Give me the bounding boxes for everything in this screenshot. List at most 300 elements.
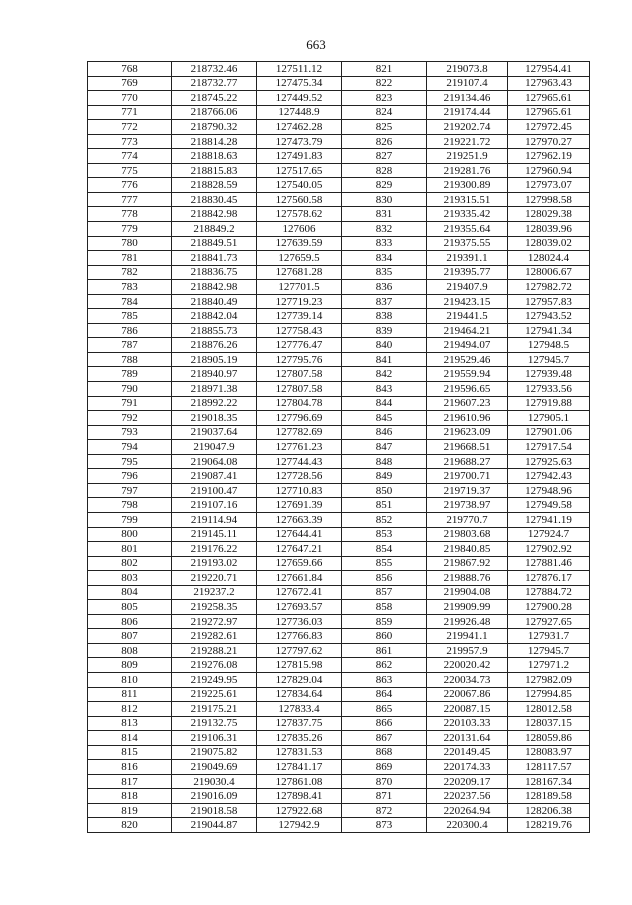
table-row: [88, 789, 590, 804]
point-number-cell: 792: [88, 411, 172, 426]
table-row: [88, 396, 590, 411]
point-number-cell: 815: [88, 745, 172, 760]
x-coordinate-cell: 220300.4: [427, 818, 508, 833]
point-number-cell: 802: [88, 556, 172, 571]
x-coordinate-cell: 218905.19: [172, 352, 257, 367]
y-coordinate-cell: 127693.57: [257, 600, 342, 615]
point-number-cell: 800: [88, 527, 172, 542]
y-coordinate-cell: 127739.14: [257, 309, 342, 324]
point-number-cell: 781: [88, 251, 172, 266]
x-coordinate-cell: 219610.96: [427, 411, 508, 426]
x-coordinate-cell: 218732.46: [172, 62, 257, 77]
x-coordinate-cell: 219464.21: [427, 323, 508, 338]
point-number-cell: 785: [88, 309, 172, 324]
y-coordinate-cell: 127998.58: [508, 192, 590, 207]
x-coordinate-cell: 218790.32: [172, 120, 257, 135]
point-number-cell: 835: [342, 265, 427, 280]
y-coordinate-cell: 127942.9: [257, 818, 342, 833]
x-coordinate-cell: 220237.56: [427, 789, 508, 804]
x-coordinate-cell: 219335.42: [427, 207, 508, 222]
point-number-cell: 846: [342, 425, 427, 440]
point-number-cell: 788: [88, 352, 172, 367]
point-number-cell: 789: [88, 367, 172, 382]
y-coordinate-cell: 127835.26: [257, 731, 342, 746]
y-coordinate-cell: 127841.17: [257, 760, 342, 775]
x-coordinate-cell: 218815.83: [172, 163, 257, 178]
point-number-cell: 820: [88, 818, 172, 833]
point-number-cell: 801: [88, 542, 172, 557]
y-coordinate-cell: 127736.03: [257, 614, 342, 629]
x-coordinate-cell: 219106.31: [172, 731, 257, 746]
x-coordinate-cell: 220149.45: [427, 745, 508, 760]
x-coordinate-cell: 219220.71: [172, 571, 257, 586]
x-coordinate-cell: 219249.95: [172, 672, 257, 687]
point-number-cell: 787: [88, 338, 172, 353]
point-number-cell: 786: [88, 323, 172, 338]
table-row: [88, 120, 590, 135]
x-coordinate-cell: 219770.7: [427, 512, 508, 527]
y-coordinate-cell: 127796.69: [257, 411, 342, 426]
point-number-cell: 858: [342, 600, 427, 615]
x-coordinate-cell: 219668.51: [427, 440, 508, 455]
x-coordinate-cell: 218855.73: [172, 323, 257, 338]
point-number-cell: 828: [342, 163, 427, 178]
point-number-cell: 777: [88, 192, 172, 207]
point-number-cell: 823: [342, 91, 427, 106]
y-coordinate-cell: 127797.62: [257, 643, 342, 658]
table-row: [88, 178, 590, 193]
y-coordinate-cell: 127972.45: [508, 120, 590, 135]
x-coordinate-cell: 219909.99: [427, 600, 508, 615]
y-coordinate-cell: 127701.5: [257, 280, 342, 295]
y-coordinate-cell: 127475.34: [257, 76, 342, 91]
x-coordinate-cell: 220087.15: [427, 702, 508, 717]
x-coordinate-cell: 219258.35: [172, 600, 257, 615]
x-coordinate-cell: 219018.35: [172, 411, 257, 426]
x-coordinate-cell: 219037.64: [172, 425, 257, 440]
y-coordinate-cell: 127982.72: [508, 280, 590, 295]
x-coordinate-cell: 219107.16: [172, 498, 257, 513]
x-coordinate-cell: 218842.98: [172, 280, 257, 295]
y-coordinate-cell: 127758.43: [257, 323, 342, 338]
x-coordinate-cell: 218818.63: [172, 149, 257, 164]
x-coordinate-cell: 219202.74: [427, 120, 508, 135]
point-number-cell: 819: [88, 803, 172, 818]
x-coordinate-cell: 218992.22: [172, 396, 257, 411]
point-number-cell: 799: [88, 512, 172, 527]
point-number-cell: 776: [88, 178, 172, 193]
point-number-cell: 812: [88, 702, 172, 717]
point-number-cell: 772: [88, 120, 172, 135]
x-coordinate-cell: 218841.73: [172, 251, 257, 266]
point-number-cell: 867: [342, 731, 427, 746]
point-number-cell: 837: [342, 294, 427, 309]
table-row: [88, 469, 590, 484]
point-number-cell: 853: [342, 527, 427, 542]
y-coordinate-cell: 127939.48: [508, 367, 590, 382]
table-row: [88, 62, 590, 77]
x-coordinate-cell: 219075.82: [172, 745, 257, 760]
point-number-cell: 783: [88, 280, 172, 295]
x-coordinate-cell: 218840.49: [172, 294, 257, 309]
y-coordinate-cell: 127933.56: [508, 382, 590, 397]
point-number-cell: 838: [342, 309, 427, 324]
point-number-cell: 804: [88, 585, 172, 600]
point-number-cell: 843: [342, 382, 427, 397]
y-coordinate-cell: 127659.5: [257, 251, 342, 266]
table-row: [88, 163, 590, 178]
y-coordinate-cell: 127943.52: [508, 309, 590, 324]
x-coordinate-cell: 219529.46: [427, 352, 508, 367]
y-coordinate-cell: 127900.28: [508, 600, 590, 615]
table-row: [88, 367, 590, 382]
y-coordinate-cell: 128029.38: [508, 207, 590, 222]
y-coordinate-cell: 127807.58: [257, 367, 342, 382]
y-coordinate-cell: 127941.34: [508, 323, 590, 338]
x-coordinate-cell: 220131.64: [427, 731, 508, 746]
point-number-cell: 872: [342, 803, 427, 818]
table-row: [88, 294, 590, 309]
y-coordinate-cell: 127782.69: [257, 425, 342, 440]
x-coordinate-cell: 219016.09: [172, 789, 257, 804]
point-number-cell: 803: [88, 571, 172, 586]
point-number-cell: 810: [88, 672, 172, 687]
y-coordinate-cell: 127804.78: [257, 396, 342, 411]
point-number-cell: 780: [88, 236, 172, 251]
x-coordinate-cell: 218842.98: [172, 207, 257, 222]
point-number-cell: 791: [88, 396, 172, 411]
x-coordinate-cell: 219607.23: [427, 396, 508, 411]
x-coordinate-cell: 219375.55: [427, 236, 508, 251]
point-number-cell: 873: [342, 818, 427, 833]
x-coordinate-cell: 219300.89: [427, 178, 508, 193]
x-coordinate-cell: 219073.8: [427, 62, 508, 77]
table-row: [88, 687, 590, 702]
point-number-cell: 821: [342, 62, 427, 77]
y-coordinate-cell: 127948.5: [508, 338, 590, 353]
point-number-cell: 839: [342, 323, 427, 338]
table-row: [88, 643, 590, 658]
y-coordinate-cell: 127971.2: [508, 658, 590, 673]
x-coordinate-cell: 218828.59: [172, 178, 257, 193]
y-coordinate-cell: 127970.27: [508, 134, 590, 149]
point-number-cell: 806: [88, 614, 172, 629]
y-coordinate-cell: 127861.08: [257, 774, 342, 789]
table-row: [88, 731, 590, 746]
table-row: [88, 425, 590, 440]
point-number-cell: 848: [342, 454, 427, 469]
point-number-cell: 805: [88, 600, 172, 615]
table-row: [88, 672, 590, 687]
x-coordinate-cell: 219176.22: [172, 542, 257, 557]
x-coordinate-cell: 219441.5: [427, 309, 508, 324]
y-coordinate-cell: 127960.94: [508, 163, 590, 178]
y-coordinate-cell: 127941.19: [508, 512, 590, 527]
point-number-cell: 826: [342, 134, 427, 149]
y-coordinate-cell: 127449.52: [257, 91, 342, 106]
table-row: [88, 134, 590, 149]
x-coordinate-cell: 219282.61: [172, 629, 257, 644]
table-row: [88, 658, 590, 673]
x-coordinate-cell: 220034.73: [427, 672, 508, 687]
point-number-cell: 796: [88, 469, 172, 484]
y-coordinate-cell: 128117.57: [508, 760, 590, 775]
x-coordinate-cell: 219559.94: [427, 367, 508, 382]
y-coordinate-cell: 127659.66: [257, 556, 342, 571]
x-coordinate-cell: 219355.64: [427, 222, 508, 237]
y-coordinate-cell: 127924.7: [508, 527, 590, 542]
point-number-cell: 768: [88, 62, 172, 77]
point-number-cell: 769: [88, 76, 172, 91]
x-coordinate-cell: 219719.37: [427, 483, 508, 498]
x-coordinate-cell: 219044.87: [172, 818, 257, 833]
y-coordinate-cell: 127954.41: [508, 62, 590, 77]
x-coordinate-cell: 218745.22: [172, 91, 257, 106]
x-coordinate-cell: 219134.46: [427, 91, 508, 106]
point-number-cell: 822: [342, 76, 427, 91]
point-number-cell: 850: [342, 483, 427, 498]
y-coordinate-cell: 127766.83: [257, 629, 342, 644]
point-number-cell: 793: [88, 425, 172, 440]
point-number-cell: 866: [342, 716, 427, 731]
y-coordinate-cell: 127833.4: [257, 702, 342, 717]
x-coordinate-cell: 218849.2: [172, 222, 257, 237]
point-number-cell: 859: [342, 614, 427, 629]
x-coordinate-cell: 219596.65: [427, 382, 508, 397]
y-coordinate-cell: 127876.17: [508, 571, 590, 586]
y-coordinate-cell: 127462.28: [257, 120, 342, 135]
x-coordinate-cell: 219315.51: [427, 192, 508, 207]
point-number-cell: 869: [342, 760, 427, 775]
y-coordinate-cell: 128189.58: [508, 789, 590, 804]
point-number-cell: 775: [88, 163, 172, 178]
y-coordinate-cell: 127881.46: [508, 556, 590, 571]
x-coordinate-cell: 219018.58: [172, 803, 257, 818]
point-number-cell: 836: [342, 280, 427, 295]
table-row: [88, 571, 590, 586]
y-coordinate-cell: 127927.65: [508, 614, 590, 629]
table-row: [88, 222, 590, 237]
x-coordinate-cell: 220103.33: [427, 716, 508, 731]
x-coordinate-cell: 218830.45: [172, 192, 257, 207]
table-row: [88, 527, 590, 542]
point-number-cell: 871: [342, 789, 427, 804]
x-coordinate-cell: 219064.08: [172, 454, 257, 469]
y-coordinate-cell: 128006.67: [508, 265, 590, 280]
x-coordinate-cell: 220264.94: [427, 803, 508, 818]
point-number-cell: 782: [88, 265, 172, 280]
y-coordinate-cell: 128039.02: [508, 236, 590, 251]
table-row: [88, 309, 590, 324]
table-row: [88, 818, 590, 833]
y-coordinate-cell: 127663.39: [257, 512, 342, 527]
x-coordinate-cell: 219193.02: [172, 556, 257, 571]
point-number-cell: 851: [342, 498, 427, 513]
table-row: [88, 803, 590, 818]
x-coordinate-cell: 219272.97: [172, 614, 257, 629]
coordinates-table: [87, 61, 590, 833]
y-coordinate-cell: 127661.84: [257, 571, 342, 586]
y-coordinate-cell: 128037.15: [508, 716, 590, 731]
x-coordinate-cell: 219132.75: [172, 716, 257, 731]
y-coordinate-cell: 127719.23: [257, 294, 342, 309]
x-coordinate-cell: 218836.75: [172, 265, 257, 280]
point-number-cell: 868: [342, 745, 427, 760]
y-coordinate-cell: 127919.88: [508, 396, 590, 411]
point-number-cell: 817: [88, 774, 172, 789]
x-coordinate-cell: 219957.9: [427, 643, 508, 658]
table-row: [88, 352, 590, 367]
x-coordinate-cell: 219904.08: [427, 585, 508, 600]
y-coordinate-cell: 127560.58: [257, 192, 342, 207]
x-coordinate-cell: 218814.28: [172, 134, 257, 149]
point-number-cell: 862: [342, 658, 427, 673]
point-number-cell: 830: [342, 192, 427, 207]
x-coordinate-cell: 218842.04: [172, 309, 257, 324]
table-row: [88, 629, 590, 644]
table-row: [88, 702, 590, 717]
y-coordinate-cell: 128059.86: [508, 731, 590, 746]
point-number-cell: 779: [88, 222, 172, 237]
table-row: [88, 512, 590, 527]
point-number-cell: 849: [342, 469, 427, 484]
x-coordinate-cell: 219867.92: [427, 556, 508, 571]
point-number-cell: 825: [342, 120, 427, 135]
table-row: [88, 236, 590, 251]
point-number-cell: 773: [88, 134, 172, 149]
point-number-cell: 811: [88, 687, 172, 702]
point-number-cell: 852: [342, 512, 427, 527]
x-coordinate-cell: 219926.48: [427, 614, 508, 629]
y-coordinate-cell: 127931.7: [508, 629, 590, 644]
point-number-cell: 774: [88, 149, 172, 164]
y-coordinate-cell: 127578.62: [257, 207, 342, 222]
table-row: [88, 483, 590, 498]
y-coordinate-cell: 127957.83: [508, 294, 590, 309]
y-coordinate-cell: 127681.28: [257, 265, 342, 280]
y-coordinate-cell: 127606: [257, 222, 342, 237]
x-coordinate-cell: 219423.15: [427, 294, 508, 309]
y-coordinate-cell: 128083.97: [508, 745, 590, 760]
y-coordinate-cell: 127942.43: [508, 469, 590, 484]
point-number-cell: 797: [88, 483, 172, 498]
table-row: [88, 207, 590, 222]
y-coordinate-cell: 127963.43: [508, 76, 590, 91]
table-row: [88, 105, 590, 120]
y-coordinate-cell: 127639.59: [257, 236, 342, 251]
y-coordinate-cell: 127949.58: [508, 498, 590, 513]
table-row: [88, 323, 590, 338]
table-row: [88, 76, 590, 91]
table-row: [88, 498, 590, 513]
table-row: [88, 91, 590, 106]
point-number-cell: 824: [342, 105, 427, 120]
point-number-cell: 856: [342, 571, 427, 586]
x-coordinate-cell: 219047.9: [172, 440, 257, 455]
y-coordinate-cell: 127982.09: [508, 672, 590, 687]
point-number-cell: 860: [342, 629, 427, 644]
y-coordinate-cell: 127925.63: [508, 454, 590, 469]
x-coordinate-cell: 219391.1: [427, 251, 508, 266]
table-row: [88, 149, 590, 164]
x-coordinate-cell: 219941.1: [427, 629, 508, 644]
x-coordinate-cell: 219395.77: [427, 265, 508, 280]
x-coordinate-cell: 219221.72: [427, 134, 508, 149]
point-number-cell: 813: [88, 716, 172, 731]
point-number-cell: 818: [88, 789, 172, 804]
point-number-cell: 771: [88, 105, 172, 120]
y-coordinate-cell: 127905.1: [508, 411, 590, 426]
x-coordinate-cell: 219100.47: [172, 483, 257, 498]
x-coordinate-cell: 219087.41: [172, 469, 257, 484]
y-coordinate-cell: 127837.75: [257, 716, 342, 731]
point-number-cell: 841: [342, 352, 427, 367]
y-coordinate-cell: 127728.56: [257, 469, 342, 484]
y-coordinate-cell: 127491.83: [257, 149, 342, 164]
y-coordinate-cell: 127917.54: [508, 440, 590, 455]
y-coordinate-cell: 127902.92: [508, 542, 590, 557]
y-coordinate-cell: 127965.61: [508, 91, 590, 106]
point-number-cell: 857: [342, 585, 427, 600]
x-coordinate-cell: 219174.44: [427, 105, 508, 120]
y-coordinate-cell: 128206.38: [508, 803, 590, 818]
x-coordinate-cell: 219840.85: [427, 542, 508, 557]
y-coordinate-cell: 127831.53: [257, 745, 342, 760]
y-coordinate-cell: 127540.05: [257, 178, 342, 193]
table-row: [88, 614, 590, 629]
point-number-cell: 861: [342, 643, 427, 658]
x-coordinate-cell: 218766.06: [172, 105, 257, 120]
x-coordinate-cell: 218732.77: [172, 76, 257, 91]
y-coordinate-cell: 127922.68: [257, 803, 342, 818]
point-number-cell: 831: [342, 207, 427, 222]
table-row: [88, 600, 590, 615]
y-coordinate-cell: 127815.98: [257, 658, 342, 673]
y-coordinate-cell: 128012.58: [508, 702, 590, 717]
point-number-cell: 770: [88, 91, 172, 106]
y-coordinate-cell: 127884.72: [508, 585, 590, 600]
point-number-cell: 840: [342, 338, 427, 353]
y-coordinate-cell: 127834.64: [257, 687, 342, 702]
y-coordinate-cell: 127994.85: [508, 687, 590, 702]
y-coordinate-cell: 128024.4: [508, 251, 590, 266]
table-row: [88, 338, 590, 353]
table-row: [88, 454, 590, 469]
x-coordinate-cell: 219700.71: [427, 469, 508, 484]
x-coordinate-cell: 219276.08: [172, 658, 257, 673]
x-coordinate-cell: 219281.76: [427, 163, 508, 178]
y-coordinate-cell: 127973.07: [508, 178, 590, 193]
table-row: [88, 585, 590, 600]
point-number-cell: 833: [342, 236, 427, 251]
table-row: [88, 745, 590, 760]
table-row: [88, 440, 590, 455]
y-coordinate-cell: 128219.76: [508, 818, 590, 833]
x-coordinate-cell: 220067.86: [427, 687, 508, 702]
point-number-cell: 842: [342, 367, 427, 382]
y-coordinate-cell: 127517.65: [257, 163, 342, 178]
y-coordinate-cell: 127691.39: [257, 498, 342, 513]
y-coordinate-cell: 127710.83: [257, 483, 342, 498]
x-coordinate-cell: 219145.11: [172, 527, 257, 542]
point-number-cell: 794: [88, 440, 172, 455]
point-number-cell: 863: [342, 672, 427, 687]
point-number-cell: 847: [342, 440, 427, 455]
y-coordinate-cell: 127647.21: [257, 542, 342, 557]
y-coordinate-cell: 127776.47: [257, 338, 342, 353]
point-number-cell: 865: [342, 702, 427, 717]
x-coordinate-cell: 219407.9: [427, 280, 508, 295]
